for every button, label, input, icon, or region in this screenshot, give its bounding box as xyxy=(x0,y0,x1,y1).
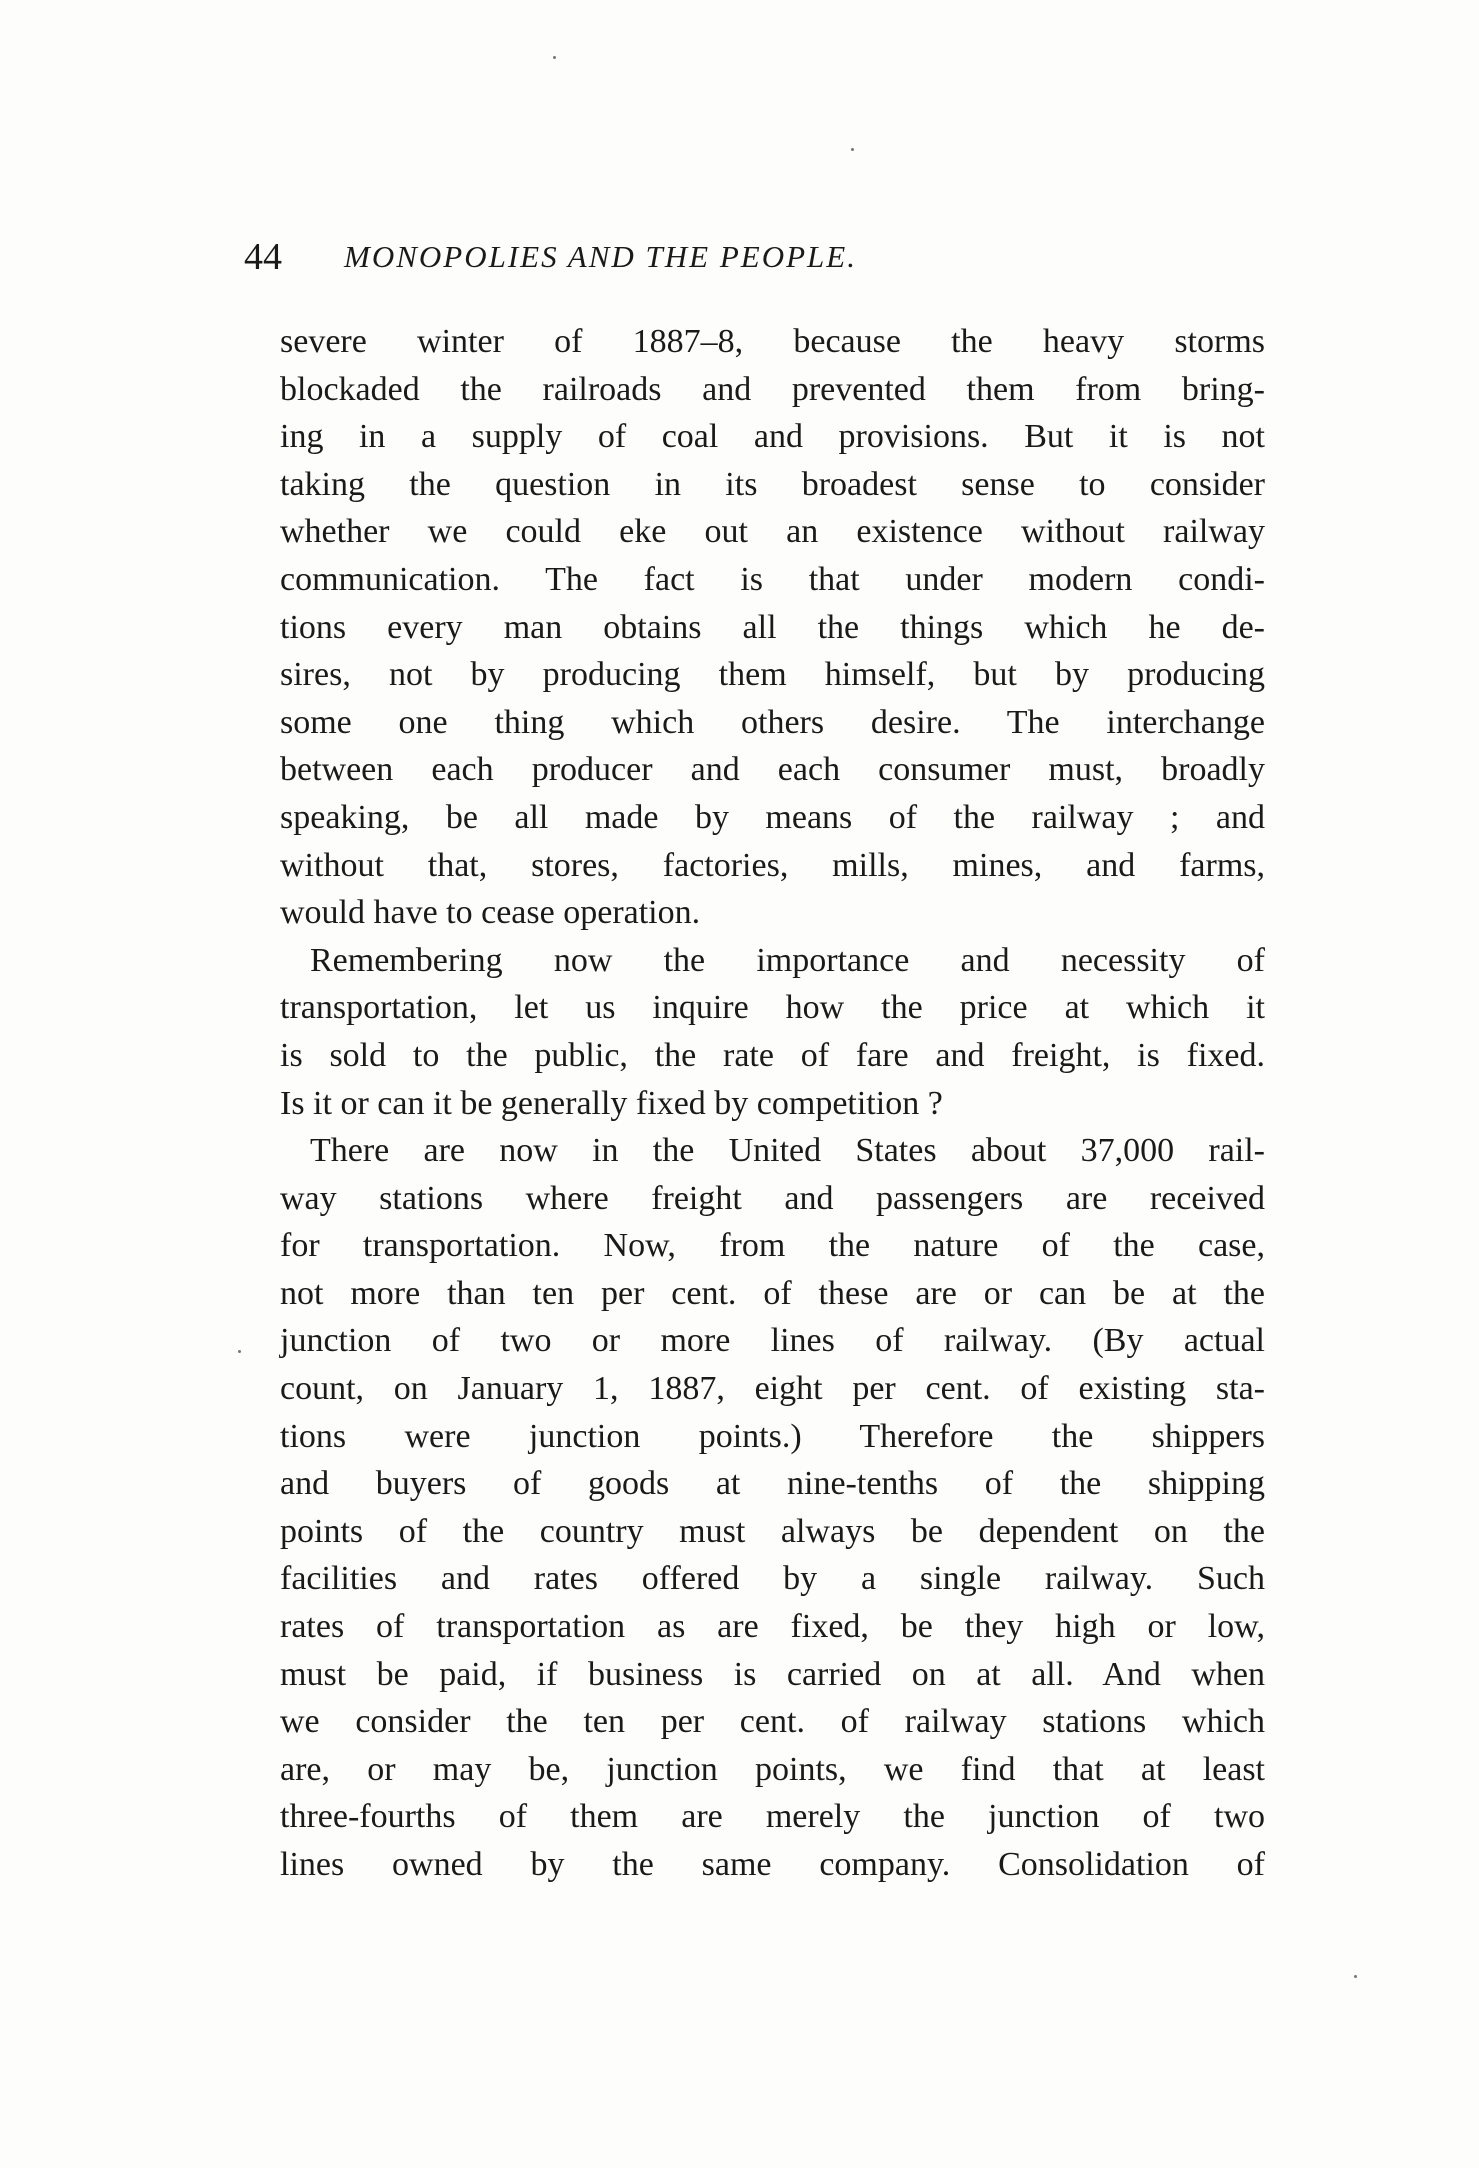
text-line: must be paid, if business is carried on at all. And when xyxy=(280,1655,1265,1693)
text-line: sires, not by producing them himself, but by producing xyxy=(280,656,1265,694)
text-line: count, on January 1, 1887, eight per cent. of existing sta- xyxy=(280,1370,1265,1408)
text-line: we consider the ten per cent. of railway stations which xyxy=(280,1703,1265,1741)
page-header xyxy=(244,232,1264,282)
text-line: are, or may be, junction points, we find that at least xyxy=(280,1750,1265,1788)
text-line: lines owned by the same company. Consolidation of xyxy=(280,1846,1265,1883)
scan-speck xyxy=(1354,1975,1357,1978)
text-line: way stations where freight and passengers are received xyxy=(280,1179,1265,1217)
text-line: rates of transportation as are fixed, be they high or low, xyxy=(280,1608,1265,1646)
paragraph-3 xyxy=(280,1127,1265,1889)
text-line: not more than ten per cent. of these are or can be at the xyxy=(280,1274,1265,1312)
text-line: between each producer and each consumer must, broadly xyxy=(280,751,1265,789)
text-line: transportation, let us inquire how the price at which it xyxy=(280,989,1265,1027)
text-line: There are now in the United States about 37,000 rail- xyxy=(310,1132,1265,1170)
text-line: whether we could eke out an existence without railway xyxy=(280,513,1265,551)
paragraph-1 xyxy=(280,318,1265,937)
paragraph-2 xyxy=(280,937,1265,1127)
text-line: is sold to the public, the rate of fare and freight, is fixed. xyxy=(280,1036,1265,1074)
running-title: MONOPOLIES AND THE PEOPLE. xyxy=(344,239,857,274)
text-line: tions every man obtains all the things which he de- xyxy=(280,608,1265,646)
text-line: taking the question in its broadest sense to consider xyxy=(280,465,1265,503)
text-line: some one thing which others desire. The interchange xyxy=(280,703,1265,741)
body-text xyxy=(280,318,1265,1889)
text-line: three-fourths of them are merely the junction of two xyxy=(280,1798,1265,1836)
text-line: communication. The fact is that under modern condi- xyxy=(280,560,1265,598)
scan-speck xyxy=(851,148,854,151)
text-line: speaking, be all made by means of the railway ; and xyxy=(280,798,1265,836)
scan-speck xyxy=(553,56,556,59)
scan-speck xyxy=(238,1350,241,1353)
text-line: facilities and rates offered by a single railway. Such xyxy=(280,1560,1265,1598)
text-line: points of the country must always be dependent on the xyxy=(280,1512,1265,1550)
text-line: Is it or can it be generally fixed by competition ? xyxy=(280,1084,943,1122)
page-number: 44 xyxy=(244,236,282,278)
text-line: for transportation. Now, from the nature of the case, xyxy=(280,1227,1265,1265)
text-line: ing in a supply of coal and provisions. But it is not xyxy=(280,418,1265,456)
text-line: would have to cease operation. xyxy=(280,894,701,932)
text-line: tions were junction points.) Therefore the shippers xyxy=(280,1417,1265,1455)
text-line: blockaded the railroads and prevented them from bring- xyxy=(280,370,1265,408)
text-line: severe winter of 1887–8, because the heavy storms xyxy=(280,323,1265,360)
text-line: without that, stores, factories, mills, mines, and farms, xyxy=(280,846,1265,884)
text-line: Remembering now the importance and necessity of xyxy=(310,941,1265,979)
text-line: junction of two or more lines of railway. (By actual xyxy=(280,1322,1265,1360)
text-line: and buyers of goods at nine-tenths of the shipping xyxy=(280,1465,1265,1503)
